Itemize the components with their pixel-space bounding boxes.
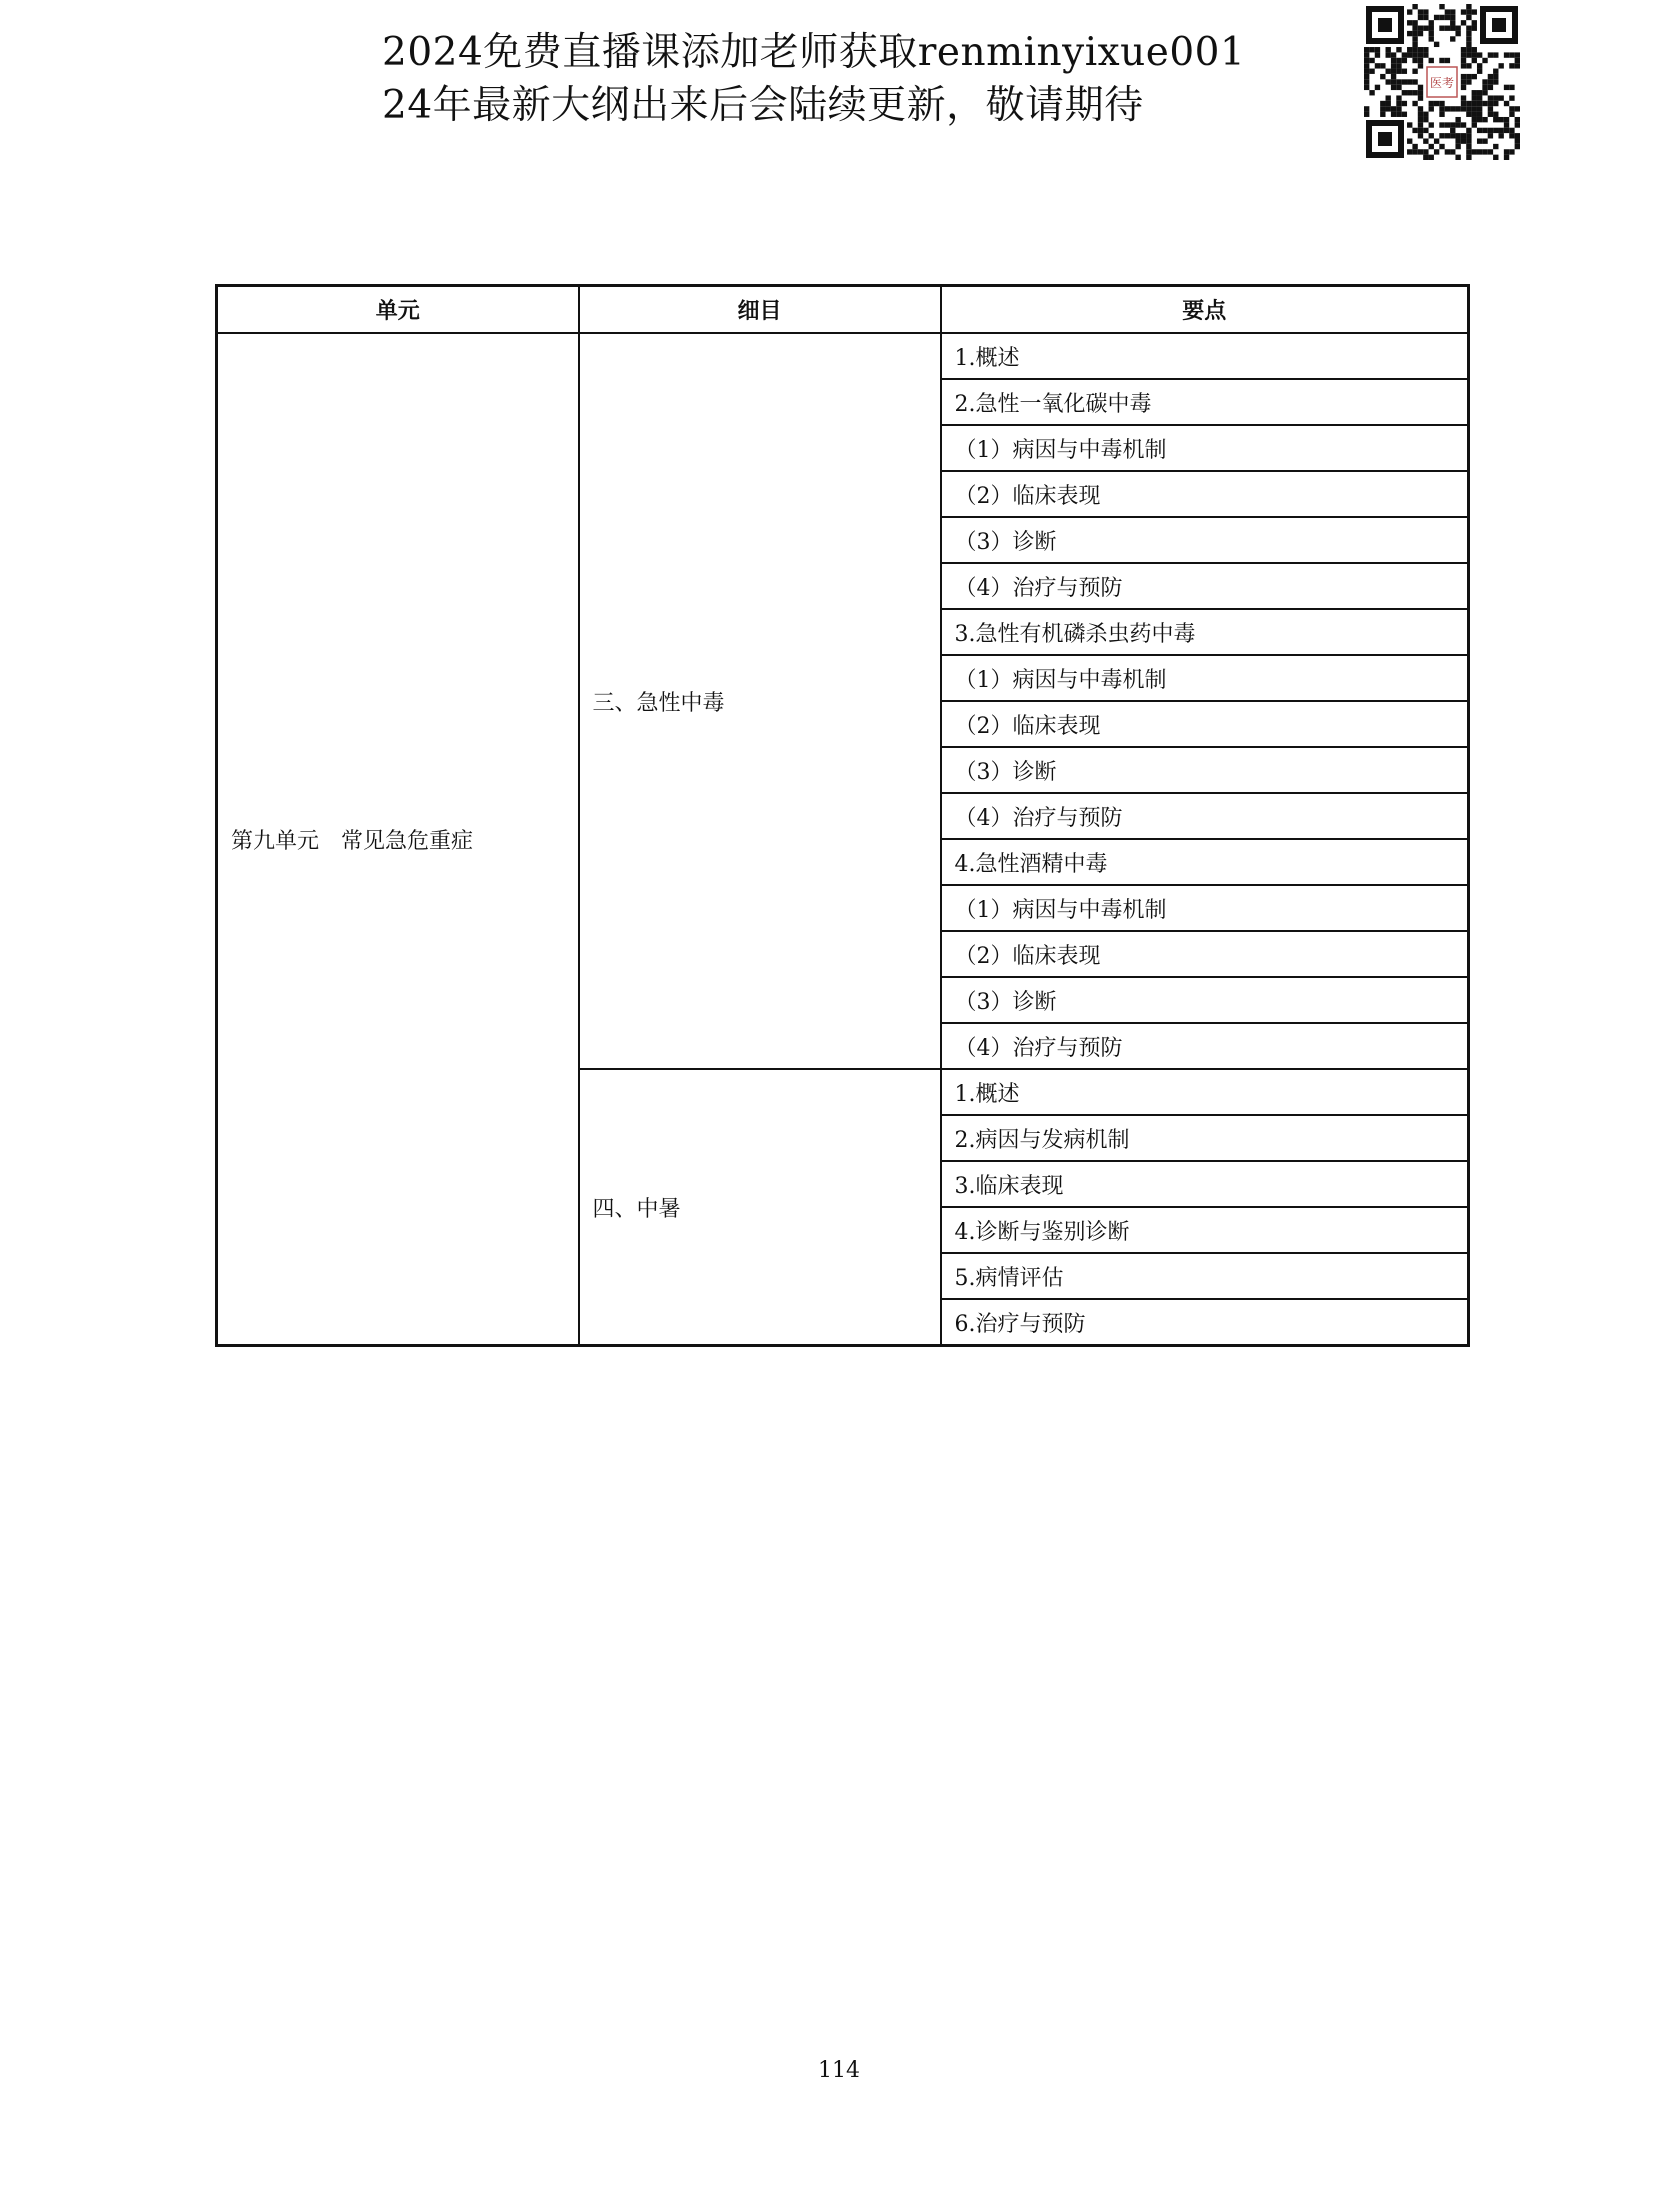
point-cell: 6.治疗与预防 [941, 1299, 1469, 1346]
point-cell: 4.诊断与鉴别诊断 [941, 1207, 1469, 1253]
point-cell: 5.病情评估 [941, 1253, 1469, 1299]
header-unit: 单元 [217, 286, 579, 334]
point-cell: （3）诊断 [941, 517, 1469, 563]
point-cell: （4）治疗与预防 [941, 793, 1469, 839]
point-cell: 1.概述 [941, 333, 1469, 379]
point-cell: （3）诊断 [941, 977, 1469, 1023]
point-cell: 3.急性有机磷杀虫药中毒 [941, 609, 1469, 655]
point-cell: （3）诊断 [941, 747, 1469, 793]
point-cell: 2.急性一氧化碳中毒 [941, 379, 1469, 425]
page-number: 114 [818, 2058, 860, 2083]
point-cell: （1）病因与中毒机制 [941, 885, 1469, 931]
promo-banner [382, 26, 1245, 132]
syllabus-table [215, 284, 1470, 1347]
table-header-row [217, 286, 1469, 334]
qr-badge-text: 医考 [1429, 76, 1455, 90]
point-cell: 1.概述 [941, 1069, 1469, 1115]
point-cell: （4）治疗与预防 [941, 563, 1469, 609]
point-cell: 2.病因与发病机制 [941, 1115, 1469, 1161]
point-cell: 4.急性酒精中毒 [941, 839, 1469, 885]
point-cell: （2）临床表现 [941, 931, 1469, 977]
point-cell: （1）病因与中毒机制 [941, 425, 1469, 471]
unit-cell: 第九单元 常见急危重症 [217, 333, 579, 1346]
item-cell: 三、急性中毒 [579, 333, 941, 1069]
point-cell: （2）临床表现 [941, 471, 1469, 517]
header-points: 要点 [941, 286, 1469, 334]
point-cell: （4）治疗与预防 [941, 1023, 1469, 1069]
point-cell: （2）临床表现 [941, 701, 1469, 747]
point-cell: （1）病因与中毒机制 [941, 655, 1469, 701]
table-row [217, 333, 1469, 379]
point-cell: 3.临床表现 [941, 1161, 1469, 1207]
item-cell: 四、中暑 [579, 1069, 941, 1346]
banner-line-2: 24年最新大纲出来后会陆续更新，敬请期待 [382, 83, 1144, 128]
qr-code-icon [1364, 4, 1520, 160]
header-item: 细目 [579, 286, 941, 334]
banner-line-1: 2024免费直播课添加老师获取renminyixue001 [382, 30, 1246, 75]
